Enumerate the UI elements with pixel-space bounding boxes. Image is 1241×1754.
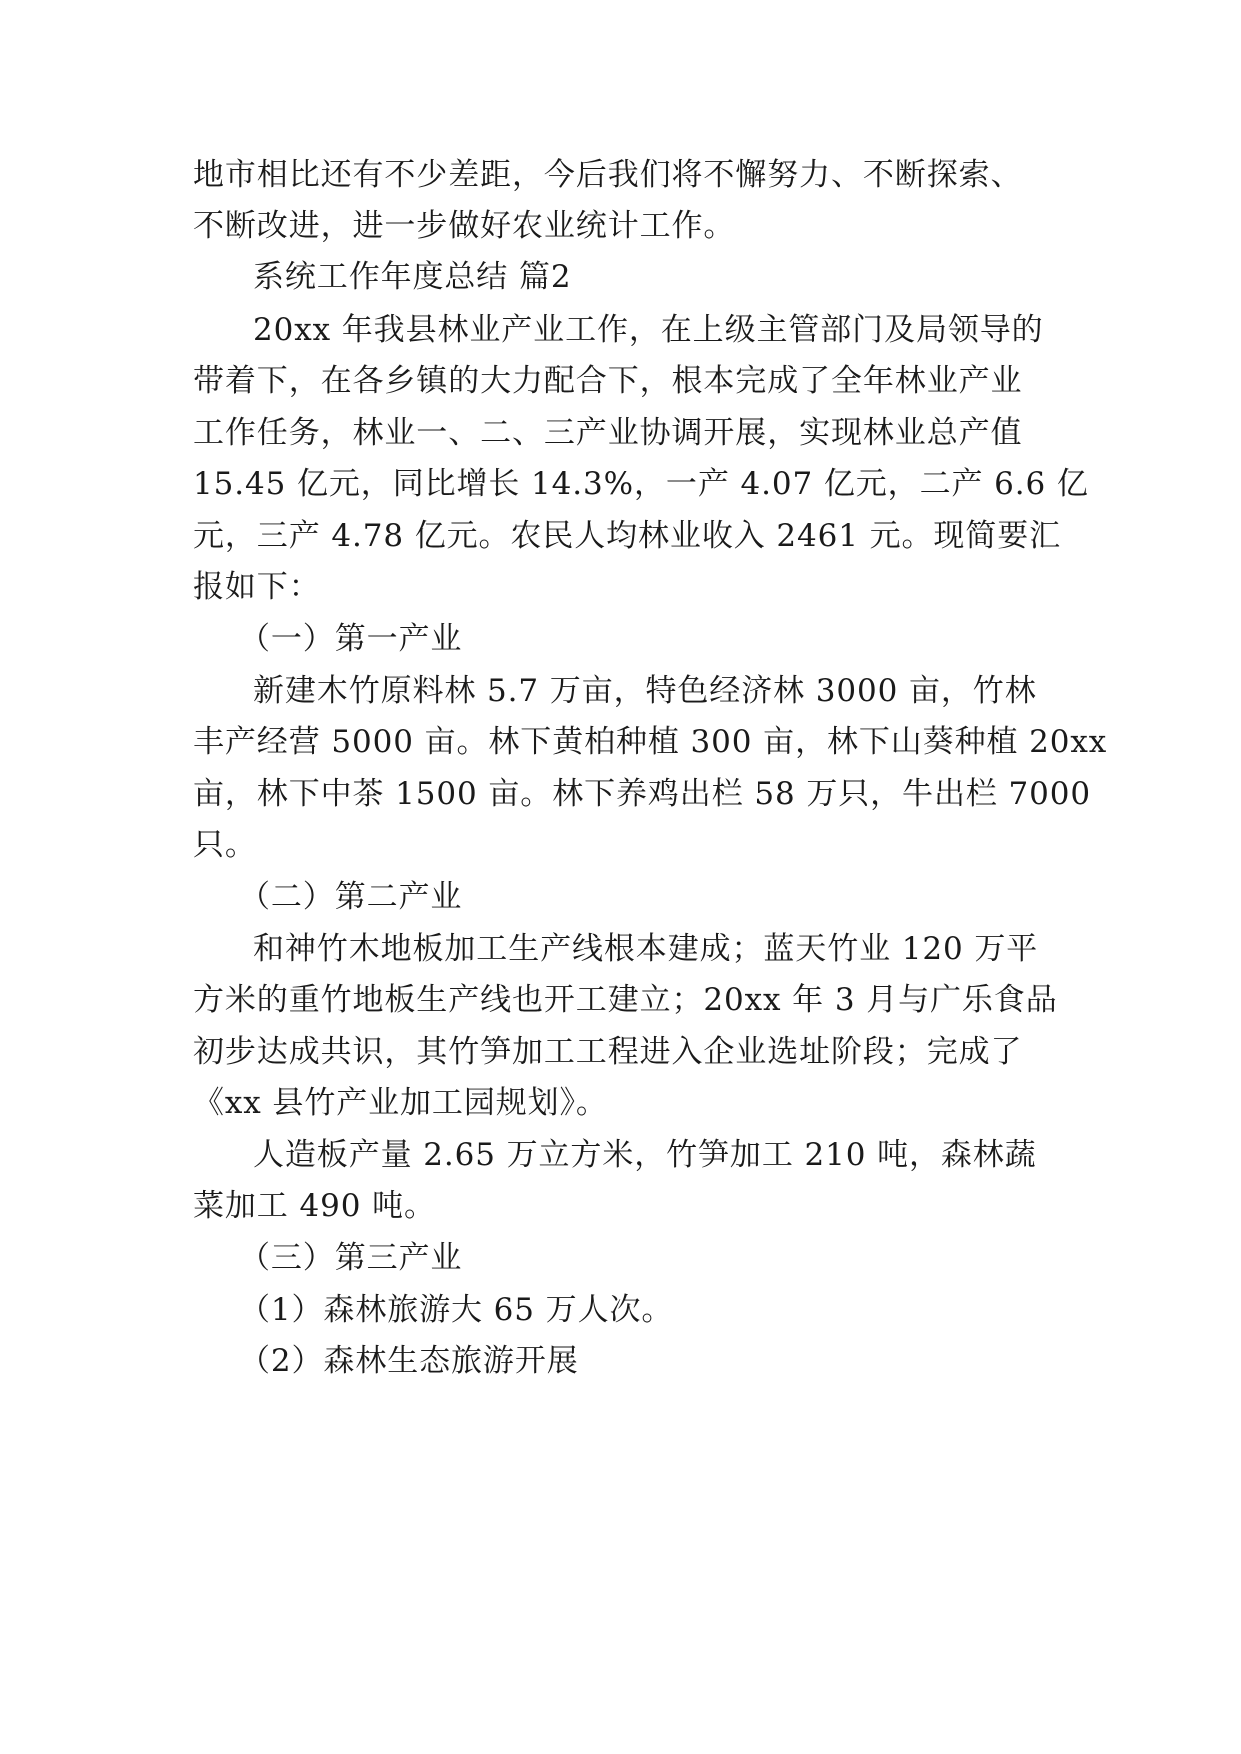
text-line: 15.45 亿元，同比增长 14.3%，一产 4.07 亿元，二产 6.6 亿: [193, 466, 1089, 502]
text-line: 和神竹木地板加工生产线根本建成；蓝天竹业 120 万平: [253, 931, 1039, 967]
text-line: 方米的重竹地板生产线也开工建立；20xx 年 3 月与广乐食品: [193, 982, 1058, 1018]
text-line: 地市相比还有不少差距，今后我们将不懈努力、不断探索、: [193, 157, 1023, 193]
text-line: 新建木竹原料林 5.7 万亩，特色经济林 3000 亩，竹林: [253, 673, 1037, 709]
text-line: 《xx 县竹产业加工园规划》。: [193, 1085, 608, 1121]
text-line: 报如下：: [193, 569, 321, 605]
subsection-heading: （一）第一产业: [239, 621, 463, 657]
text-line: 工作任务，林业一、二、三产业协调开展，实现林业总产值: [193, 415, 1023, 451]
subsection-heading: （二）第二产业: [239, 879, 463, 915]
subsection-heading: （三）第三产业: [239, 1240, 463, 1276]
text-line: 元，三产 4.78 亿元。农民人均林业收入 2461 元。现简要汇: [193, 518, 1062, 554]
list-item: （1）森林旅游大 65 万人次。: [239, 1292, 674, 1328]
text-line: 只。: [193, 827, 257, 863]
text-line: 菜加工 490 吨。: [193, 1188, 436, 1224]
text-line: 带着下，在各乡镇的大力配合下，根本完成了全年林业产业: [193, 363, 1023, 399]
text-line: 亩，林下中茶 1500 亩。林下养鸡出栏 58 万只，牛出栏 7000: [193, 776, 1091, 812]
text-line: 初步达成共识，其竹笋加工工程进入企业选址阶段；完成了: [193, 1034, 1023, 1070]
text-line: 丰产经营 5000 亩。林下黄柏种植 300 亩，林下山葵种植 20xx: [193, 724, 1108, 760]
text-line: 人造板产量 2.65 万立方米，竹笋加工 210 吨，森林蔬: [253, 1137, 1037, 1173]
text-line: 20xx 年我县林业产业工作，在上级主管部门及局领导的: [253, 312, 1044, 348]
list-item: （2）森林生态旅游开展: [239, 1343, 579, 1379]
text-line: 不断改进，进一步做好农业统计工作。: [193, 208, 736, 244]
section-heading: 系统工作年度总结 篇2: [253, 259, 572, 295]
